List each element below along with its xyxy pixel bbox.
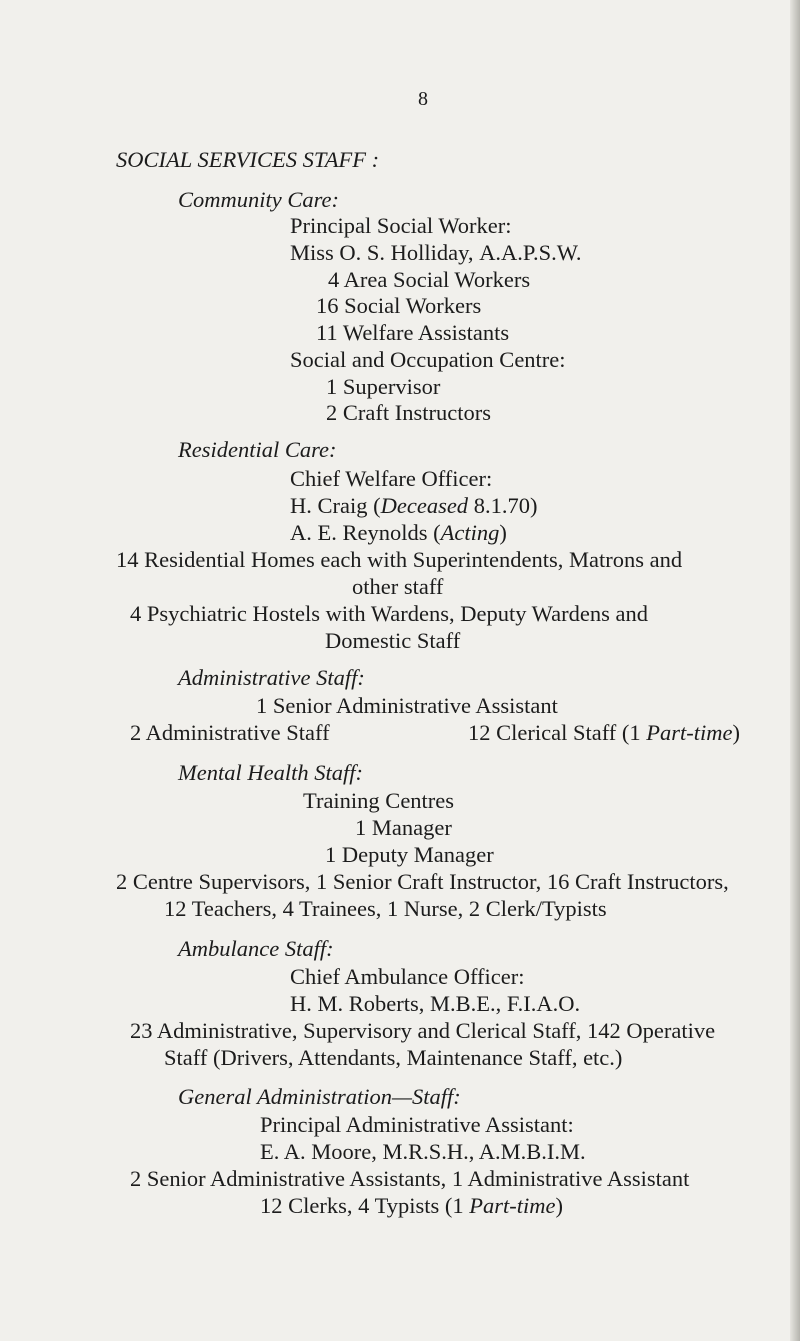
general-administration-heading: General Administration—Staff: [178, 1084, 461, 1109]
residential-homes-line2: other staff [352, 574, 444, 599]
administrative-staff-heading: Administrative Staff: [178, 665, 365, 690]
mental-health-staff-heading: Mental Health Staff: [178, 760, 363, 785]
chief-ambulance-officer-label: Chief Ambulance Officer: [290, 964, 525, 989]
qualifications: A.A.P.S.W. [479, 240, 582, 265]
clerical-staff-count: 12 Clerical Staff (1 Part-time) [468, 720, 741, 745]
chief-welfare-officer-label: Chief Welfare Officer: [290, 466, 493, 491]
ambulance-staff-line2: Staff (Drivers, Attendants, Maintenance Staff, etc.) [164, 1045, 623, 1070]
reynolds-entry: A. E. Reynolds (Acting) [290, 520, 507, 545]
community-care-heading: Community Care: [178, 187, 340, 212]
deputy-manager-count: 1 Deputy Manager [325, 842, 494, 867]
senior-administrative-assistant: 1 Senior Administrative Assistant [256, 693, 558, 718]
residential-homes-line1: 14 Residential Homes each with Superintendents, Matrons and [116, 547, 683, 572]
social-workers: 16 Social Workers [316, 293, 482, 318]
psychiatric-hostels-line2: Domestic Staff [325, 628, 461, 653]
welfare-assistants: 11 Welfare Assistants [316, 320, 510, 345]
mental-health-staff-line1: 2 Centre Supervisors, 1 Senior Craft Instructor, 16 Craft Instructors, [116, 869, 729, 894]
occupation-centre-label: Social and Occupation Centre: [290, 347, 566, 372]
qualifications: M.R.S.H., A.M.B.I.M. [382, 1139, 586, 1164]
psychiatric-hostels-line1: 4 Psychiatric Hostels with Wardens, Deputy Wardens and [130, 601, 648, 626]
training-centres: Training Centres [303, 788, 455, 813]
principal-social-worker-name: Miss O. S. Holliday, A.A.P.S.W. [290, 240, 582, 265]
page-title: SOCIAL SERVICES STAFF : [116, 147, 380, 172]
general-administration-line2: 12 Clerks, 4 Typists (1 Part-time) [260, 1193, 564, 1218]
principal-administrative-assistant-label: Principal Administrative Assistant: [260, 1112, 574, 1137]
ambulance-staff-heading: Ambulance Staff: [178, 936, 334, 961]
qualifications: M.B.E., F.I.A.O. [430, 991, 581, 1016]
page-edge-shadow [790, 0, 800, 1341]
ambulance-staff-line1: 23 Administrative, Supervisory and Clerical Staff, 142 Operative [130, 1018, 716, 1043]
residential-care-heading: Residential Care: [178, 437, 337, 462]
general-administration-line1: 2 Senior Administrative Assistants, 1 Administrative Assistant [130, 1166, 690, 1191]
mental-health-staff-line2: 12 Teachers, 4 Trainees, 1 Nurse, 2 Clerk/Typists [164, 896, 607, 921]
craig-entry: H. Craig (Deceased 8.1.70) [290, 493, 538, 518]
administrative-staff-count: 2 Administrative Staff [130, 720, 330, 745]
chief-ambulance-officer-name: H. M. Roberts, M.B.E., F.I.A.O. [290, 991, 581, 1016]
principal-administrative-assistant-name: E. A. Moore, M.R.S.H., A.M.B.I.M. [260, 1139, 586, 1164]
page-number: 8 [418, 88, 428, 110]
principal-social-worker-label: Principal Social Worker: [290, 213, 512, 238]
craft-instructors-count: 2 Craft Instructors [326, 400, 491, 425]
manager-count: 1 Manager [355, 815, 452, 840]
supervisor-count: 1 Supervisor [326, 374, 441, 399]
area-social-workers: 4 Area Social Workers [328, 267, 531, 292]
